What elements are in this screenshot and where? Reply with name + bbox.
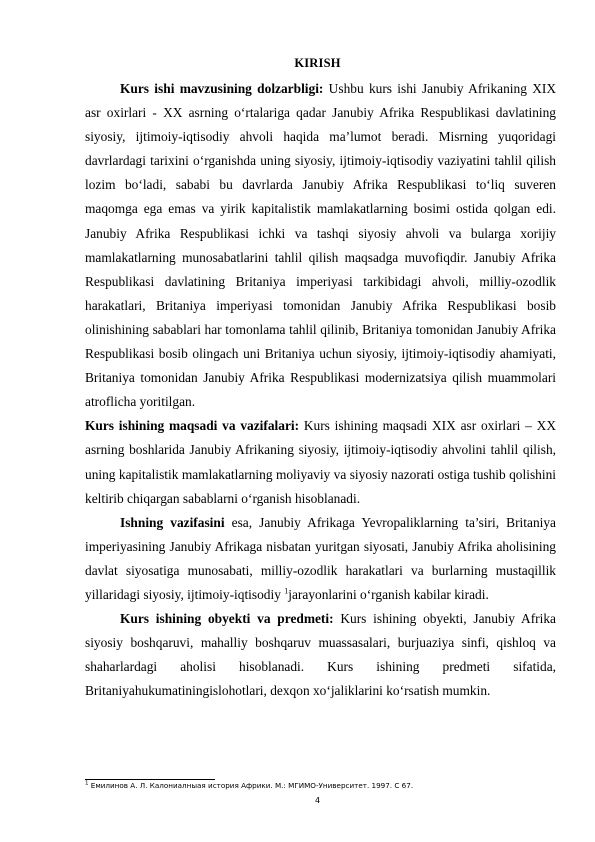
footnote-number: 1 bbox=[85, 780, 89, 787]
goals-heading: Kurs ishining maqsadi va vazifalari: bbox=[85, 418, 300, 434]
footnote-reference[interactable]: 1 bbox=[284, 586, 289, 596]
paragraph-goals bbox=[85, 414, 556, 510]
goals-text: Kurs ishining maqsadi XIX asr oxirlari – XX asrning boshlarida Janubiy Afrikaning siyosiy, ijtimoiy-iqtisodiy ahvolini tahlil qilish, uning kapitalistik mamlakatlarning moliyaviy va siyosiy nazorati ostiga tushib qolishini keltirib chiqargan sabablarni oʻrganish hisoblanadi. bbox=[85, 418, 556, 506]
relevance-text: Ushbu kurs ishi Janubiy Afrikaning XIX asr oxirlari - XX asrning oʻrtalariga qadar Janubiy Afrika Respublikasi davlatining siyosiy, ijtimoiy-iqtisodiy ahvoli haqida maʼlumot beradi. Misrning yuqoridagi davrlardagi tarixini oʻrganishda uning siyosiy, ijtimoiy-iqtisodiy vaziyatini tahlil qilish lozim boʻladi, sababi bu davrlarda Janubiy Afrika Respublikasi toʻliq suveren maqomga ega emas va yirik kapitalistik mamlakatlarning bosimi ostida qolgan edi. Janubiy Afrika Respublikasi ichki va tashqi siyosiy ahvoli va bularga xorijiy mamlakatlarning munosabatlarini tahlil qilish maqsadga muvofiqdir. Janubiy Afrika Respublikasi davlatining Britaniya imperiyasi tarkibidagi ahvoli, milliy-ozodlik harakatlari, Britaniya imperiyasi tomonidan Janubiy Afrika Respublikasi bosib olinishining sabablari har tomonlama tahlil qilinib, Britaniya tomonidan Janubiy Afrika Respublikasi bosib olingach uni Britaniya uchun siyosiy, ijtimoiy-iqtisodiy ahamiyati, Britaniya tomonidan Janubiy Afrika Respublikasi modernizatsiya qilish muammolari atroflicha yoritilgan. bbox=[85, 81, 556, 410]
relevance-heading: Kurs ishi mavzusining dolzarbligi: bbox=[120, 81, 324, 96]
tasks-text-after: jarayonlarini oʻrganish kabilar kiradi. bbox=[288, 586, 489, 602]
footnote bbox=[85, 781, 556, 790]
page-title: KIRISH bbox=[294, 56, 341, 70]
paragraph-object bbox=[85, 607, 556, 703]
object-text: Kurs ishining obyekti, Janubiy Afrika siyosiy boshqaruvi, mahalliy boshqaruv muassasalari, burjuaziya sinfi, qishloq va shaharlardagi aholisi hisoblanadi. Kurs ishining predmeti sifatida, Britaniyahukumatiningislohotlari, dexqon xoʻjaliklarini koʻrsatish mumkin. bbox=[85, 611, 556, 699]
paragraph-relevance bbox=[85, 77, 556, 414]
page-number: 4 bbox=[314, 796, 321, 805]
tasks-heading: Ishning vazifasini bbox=[120, 514, 225, 530]
object-heading: Kurs ishining obyekti va predmeti: bbox=[120, 611, 334, 627]
footnote-text: Емилинов А. Л. Калониалныая история Африки. М.: МГИМО-Университет. 1997. С 67. bbox=[88, 781, 414, 790]
paragraph-tasks bbox=[85, 511, 556, 607]
tasks-text-before: esa, Janubiy Afrikaga Yevropaliklarning ta’siri, Britaniya imperiyasining Janubiy Afrikaga nisbatan yuritgan siyosati, Janubiy Afrika aholisining davlat siyosatiga munosabati, milliy-ozodlik harakatlari va burlarning mustaqillik yillaridagi siyosiy, ijtimoiy-iqtisodiy bbox=[85, 514, 556, 602]
body-text bbox=[85, 77, 556, 703]
footnote-divider bbox=[85, 779, 215, 780]
